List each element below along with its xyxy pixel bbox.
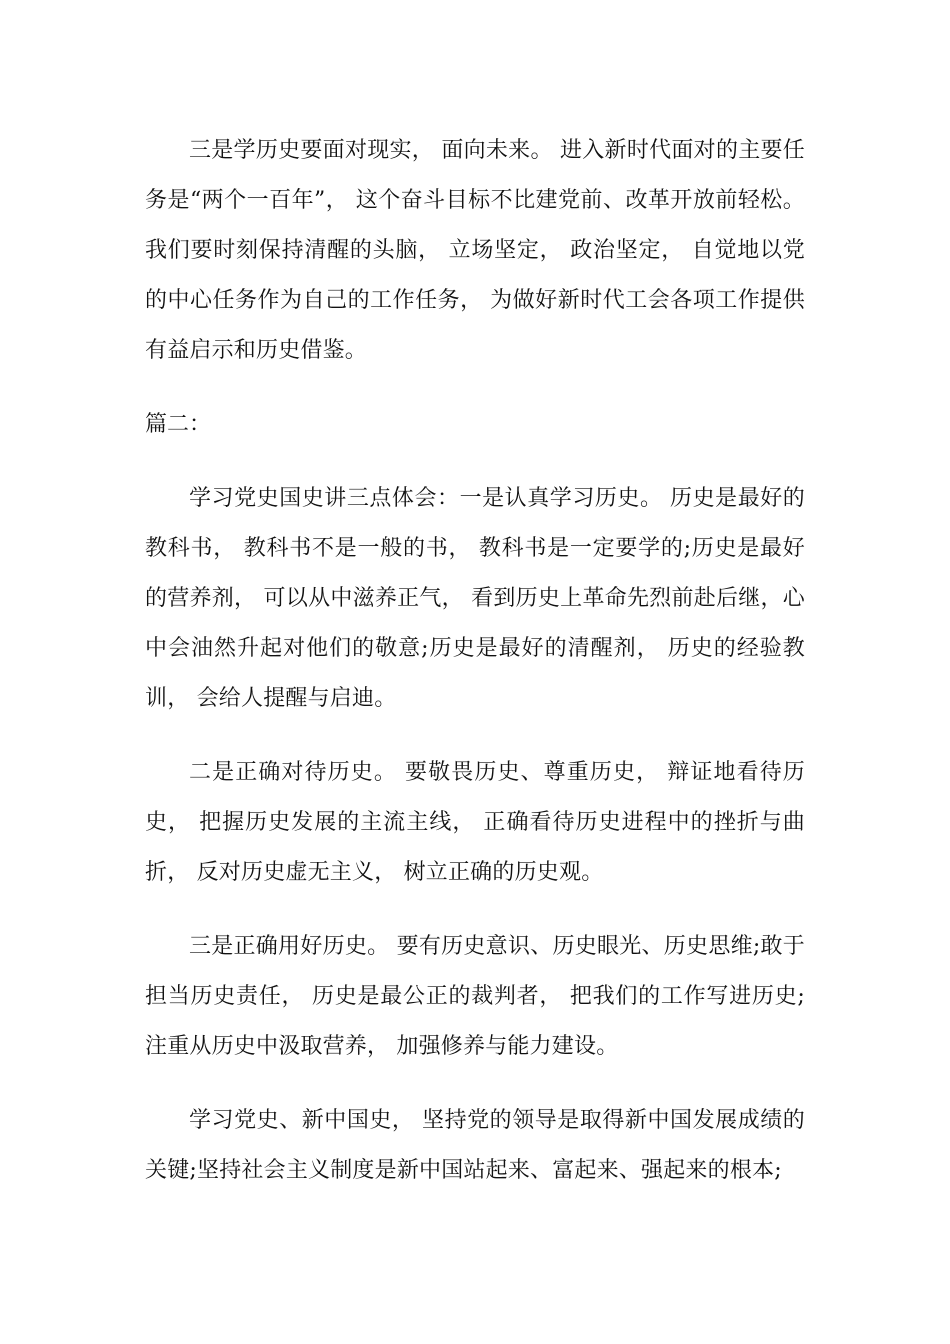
document-body (145, 126, 805, 1220)
paragraph-use-history: 三是正确用好历史。 要有历史意识、历史眼光、历史思维;敢于担当历史责任， 历史是最公正的裁判者， 把我们的工作写进历史;注重从历史中汲取营养， 加强修养与能力建设。 (145, 934, 805, 1059)
paragraph-party-leadership: 学习党史、新中国史， 坚持党的领导是取得新中国发展成绩的关键;坚持社会主义制度是新中国站起来、富起来、强起来的根本; (145, 1108, 805, 1183)
paragraph-face-reality: 三是学历史要面对现实， 面向未来。 进入新时代面对的主要任务是“两个一百年”， 这个奋斗目标不比建党前、改革开放前轻松。 我们要时刻保持清醒的头脑， 立场坚定， 政治坚定， 自觉地以党的中心任务作为自己的工作任务， 为做好新时代工会各项工作提供有益启示和历史借鉴。 (145, 138, 805, 363)
section-heading-part-two: 篇二： (145, 412, 212, 437)
paragraph-study-history: 学习党史国史讲三点体会：一是认真学习历史。 历史是最好的教科书， 教科书不是一般的书， 教科书是一定要学的;历史是最好的营养剂， 可以从中滋养正气， 看到历史上革命先烈前赴后继，心中会油然升起对他们的敬意;历史是最好的清醒剂， 历史的经验教训， 会给人提醒与启迪。 (145, 486, 805, 711)
paragraph-treat-history: 二是正确对待历史。 要敬畏历史、尊重历史， 辩证地看待历史， 把握历史发展的主流主线， 正确看待历史进程中的挫折与曲折， 反对历史虚无主义， 树立正确的历史观。 (145, 760, 805, 885)
